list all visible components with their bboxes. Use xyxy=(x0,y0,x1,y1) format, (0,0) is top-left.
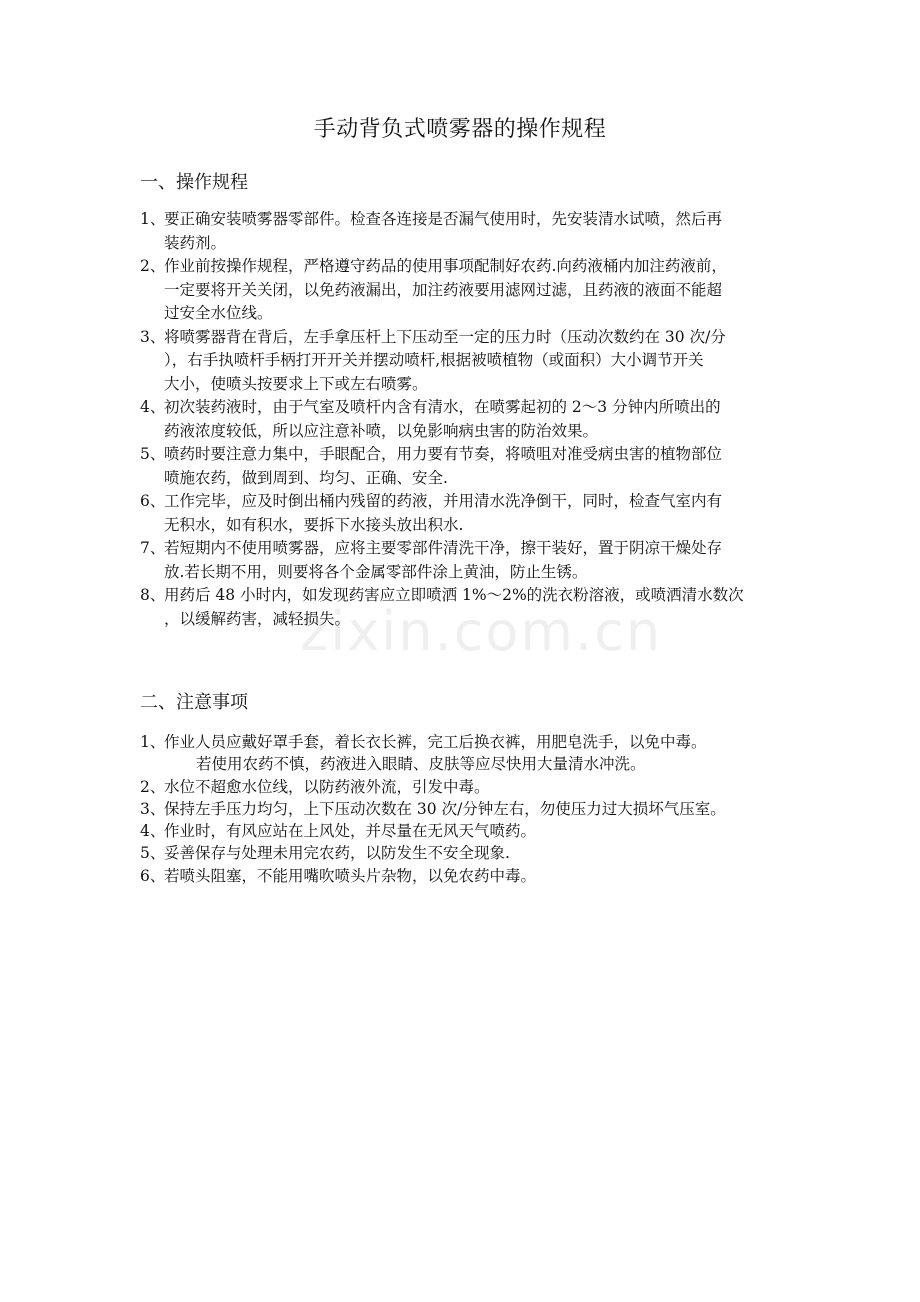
item-number: 2、 xyxy=(140,257,166,275)
item-number: 7、 xyxy=(140,539,166,557)
item-number: 2、 xyxy=(140,777,166,796)
item-number: 3、 xyxy=(140,799,166,818)
precautions-list xyxy=(140,731,800,887)
item-line: 喷施农药，做到周到、均匀、正确、安全. xyxy=(164,468,448,487)
item-number: 4、 xyxy=(140,398,166,416)
list-item xyxy=(140,842,800,864)
item-text xyxy=(164,396,800,443)
item-line: 作业时，有风应站在上风处，并尽量在无风天气喷药。 xyxy=(164,822,537,841)
list-item xyxy=(140,731,800,776)
item-number: 4、 xyxy=(140,822,166,841)
item-subline: 若使用农药不慎，药液进入眼睛、皮肤等应尽快用大量清水冲洗。 xyxy=(196,755,646,774)
item-text xyxy=(164,326,800,397)
item-line: 放.若长期不用，则要将各个金属零部件涂上黄油，防止生锈。 xyxy=(164,562,588,581)
item-text xyxy=(164,865,800,887)
item-line: 喷药时要注意力集中，手眼配合，用力要有节奏，将喷咀对准受病虫害的植物部位 xyxy=(164,445,723,463)
list-item xyxy=(140,584,800,631)
item-line: 若短期内不使用喷雾器，应将主要零部件清洗干净，擦干装好，置于阴凉干燥处存 xyxy=(164,539,723,557)
item-number: 6、 xyxy=(140,492,166,510)
item-number: 5、 xyxy=(140,844,166,863)
list-item xyxy=(140,255,800,326)
item-line: 药液浓度较低，所以应注意补喷，以免影响病虫害的防治效果。 xyxy=(164,421,599,440)
item-line: 无积水，如有积水，要拆下水接头放出积水. xyxy=(164,515,464,534)
item-line: ），右手执喷杆手柄打开开关并摆动喷杆,根据被喷植物（或面积）大小调节开关 xyxy=(164,351,704,369)
item-line: 过安全水位线。 xyxy=(164,304,273,322)
list-item xyxy=(140,396,800,443)
list-item xyxy=(140,820,800,842)
document-title: 手动背负式喷雾器的操作规程 xyxy=(313,117,607,142)
item-line: 初次装药液时，由于气室及喷杆内含有清水，在喷雾起初的 2～3 分钟内所喷出的 xyxy=(164,398,721,416)
list-item xyxy=(140,865,800,887)
section-heading-operating-procedures: 一、操作规程 xyxy=(140,172,248,193)
list-item xyxy=(140,490,800,537)
item-text xyxy=(164,208,800,255)
item-text xyxy=(164,255,800,326)
item-line: 装药剂。 xyxy=(164,233,227,252)
list-item xyxy=(140,326,800,397)
item-line: 水位不超愈水位线，以防药液外流，引发中毒。 xyxy=(164,777,490,796)
list-item xyxy=(140,537,800,584)
item-line: 妥善保存与处理未用完农药，以防发生不安全现象. xyxy=(164,844,510,863)
item-text xyxy=(164,537,800,584)
item-text xyxy=(164,820,800,842)
list-item xyxy=(140,776,800,798)
item-number: 6、 xyxy=(140,866,166,885)
item-text xyxy=(164,776,800,798)
item-text xyxy=(164,731,800,776)
item-text xyxy=(164,443,800,490)
item-line: 用药后 48 小时内，如发现药害应立即喷洒 1%～2%的洗衣粉溶液，或喷洒清水数次 xyxy=(164,586,744,604)
item-line: 若喷头阻塞，不能用嘴吹喷头片杂物，以免农药中毒。 xyxy=(164,866,537,885)
item-line: 作业前按操作规程，严格遵守药品的使用事项配制好农药.向药液桶内加注药液前， xyxy=(164,257,727,275)
item-line: 保持左手压力均匀，上下压动次数在 30 次/分钟左右，勿使压力过大损坏气压室。 xyxy=(164,799,726,818)
item-line: 要正确安装喷雾器零部件。检查各连接是否漏气使用时，先安装清水试喷，然后再 xyxy=(164,210,723,228)
item-number: 5、 xyxy=(140,445,166,463)
item-number: 3、 xyxy=(140,327,166,346)
item-line: 大小，使喷头按要求上下或左右喷雾。 xyxy=(164,374,428,393)
list-item xyxy=(140,208,800,255)
item-line: 工作完毕，应及时倒出桶内残留的药液，并用清水洗净倒干，同时，检查气室内有 xyxy=(164,492,723,510)
item-text xyxy=(164,490,800,537)
item-number: 1、 xyxy=(140,210,166,228)
operating-procedures-list xyxy=(140,208,800,631)
watermark: zixin.com.cn xyxy=(300,600,663,663)
section-heading-precautions: 二、注意事项 xyxy=(140,692,248,713)
item-number: 1、 xyxy=(140,733,166,751)
item-line: 一定要将开关关闭，以免药液漏出，加注药液要用滤网过滤，且药液的液面不能超 xyxy=(164,280,723,299)
item-line: ，以缓解药害，减轻损失。 xyxy=(164,609,351,628)
item-text xyxy=(164,584,800,631)
item-line: 将喷雾器背在背后，左手拿压杆上下压动至一定的压力时（压动次数约在 30 次/分 xyxy=(164,327,726,346)
item-number: 8、 xyxy=(140,586,166,604)
list-item xyxy=(140,798,800,820)
item-text xyxy=(164,842,800,864)
list-item xyxy=(140,443,800,490)
item-text xyxy=(164,798,800,820)
item-line: 作业人员应戴好罩手套，着长衣长裤，完工后换衣裤，用肥皂洗手，以免中毒。 xyxy=(164,733,707,751)
